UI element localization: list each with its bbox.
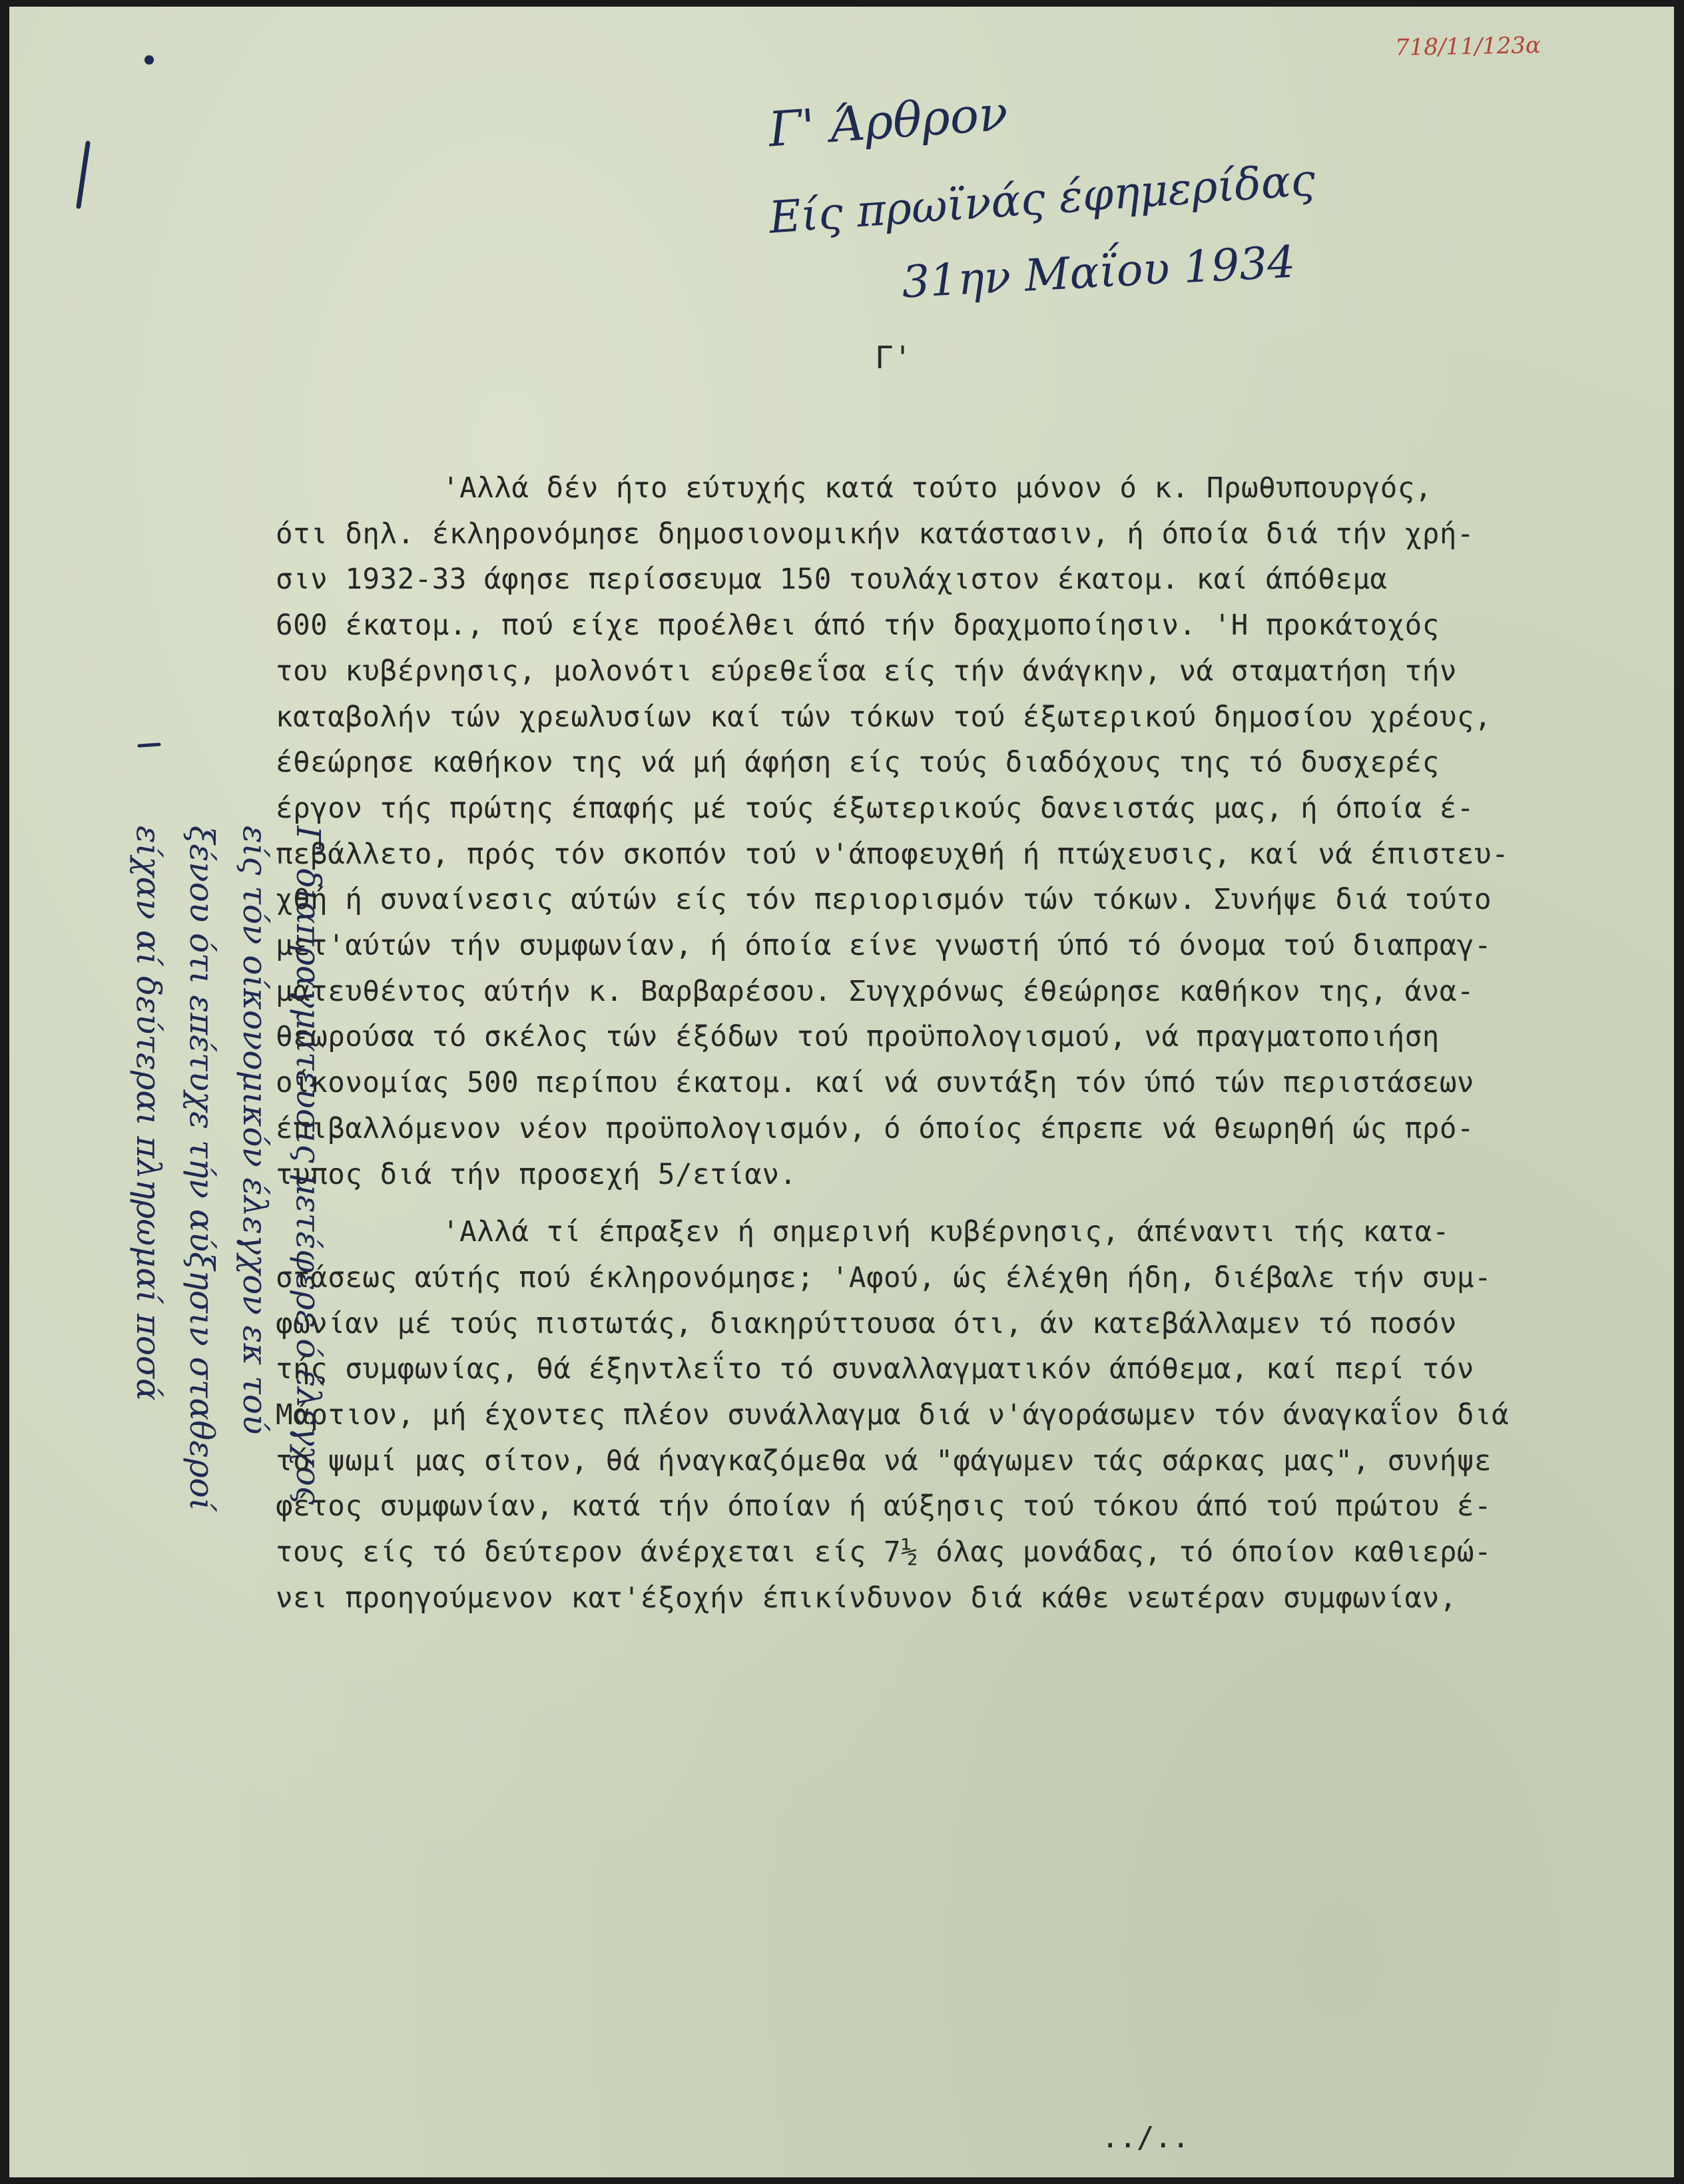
margin-tick-mark-icon: [69, 140, 96, 213]
text-line: νει προηγούμενον κατ'έξοχήν έπικίνδυνον διά κάθε νεωτέραν συμφωνίαν,: [276, 1581, 1457, 1615]
text-line: 'Αλλά τί έπραξεν ή σημερινή κυβέρνησις, άπέναντι τής κατα-: [442, 1216, 1450, 1249]
margin-note-line: είς τόν οίκονομικόν έλεγχον εκ τού: [236, 826, 274, 1435]
text-line: μετ'αύτών τήν συμφωνίαν, ή όποία είνε γνωστή ύπό τό όνομα τού διαπραγ-: [276, 930, 1492, 963]
text-line: χθή ή συναίνεσις αύτών είς τόν περιορισμόν τών τόκων. Συνήψε διά τούτο: [276, 884, 1492, 917]
text-line: οίκονομίας 500 περίπου έκατομ. καί νά συντάξη τόν ύπό τών περιστάσεων: [276, 1067, 1475, 1100]
text-line: φωνίαν μέ τούς πιστωτάς, διακηρύττουσα ότι, άν κατεβάλλαμεν τό ποσόν: [276, 1307, 1457, 1340]
text-line: τής συμφωνίας, θά έξηντλεΐτο τό συναλλαγματικόν άπόθεμα, καί περί τόν: [276, 1353, 1475, 1386]
text-line: θεωρούσα τό σκέλος τών έξόδων τού προϋπολογισμού, νά πραγματοποιήση: [276, 1021, 1440, 1054]
text-line: έπιβαλλόμενον νέον προϋπολογισμόν, ό όποίος έπρεπε νά θεωρηθή ώς πρό-: [276, 1112, 1475, 1145]
section-letter: Γ': [875, 340, 912, 376]
margin-note-line: Γ' διαπραγμάτευσις μετέφερε ό έλεγχος: [289, 826, 328, 1505]
paragraph-1: [276, 466, 1647, 1198]
paragraph-2: [276, 1210, 1647, 1621]
text-line: 'Αλλά δέν ήτο εύτυχής κατά τούτο μόνον ό κ. Πρωθυπουργός,: [442, 472, 1432, 505]
margin-dot-mark-icon: [136, 47, 162, 73]
text-line: τό ψωμί μας σίτον, θά ήναγκαζόμεθα νά "φάγωμεν τάς σάρκας μας", συνήψε: [276, 1444, 1492, 1478]
text-line: φέτος συμφωνίαν, κατά τήν όποίαν ή αύξησις τού τόκου άπό τού πρώτου έ-: [276, 1490, 1492, 1523]
margin-note-line: ξένου ότι επέτυχε τήν αύξησιν σταθεροί: [182, 826, 221, 1511]
text-line: έθεώρησε καθήκον της νά μή άφήση είς τούς διαδόχους της τό δυσχερές: [276, 746, 1440, 780]
text-line: τυπος διά τήν προσεχή 5/ετίαν.: [276, 1158, 797, 1191]
margin-note-line: είχαν αί δεύτεραι πληρωμαί ποσά: [129, 826, 168, 1401]
text-line: του κυβέρνησις, μολονότι εύρεθεΐσα είς τήν άνάγκην, νά σταματήση τήν: [276, 655, 1457, 688]
typed-body-text: [276, 466, 1647, 1622]
margin-dash-mark-icon: [136, 739, 162, 752]
handwritten-heading-newspapers: Είς πρωϊνάς έφημερίδας: [767, 154, 1317, 244]
text-line: πεβάλλετο, πρός τόν σκοπόν τού ν'άποφευχθή ή πτώχευσις, καί νά έπιστευ-: [276, 838, 1510, 871]
text-line: καταβολήν τών χρεωλυσίων καί τών τόκων τού έξωτερικού δημοσίου χρέους,: [276, 700, 1492, 734]
document-page: [9, 7, 1674, 2177]
text-line: στάσεως αύτής πού έκληρονόμησε; 'Αφού, ώς έλέχθη ήδη, διέβαλε τήν συμ-: [276, 1261, 1492, 1294]
text-line: έργον τής πρώτης έπαφής μέ τούς έξωτερικούς δανειστάς μας, ή όποία έ-: [276, 792, 1475, 825]
text-line: τους είς τό δεύτερον άνέρχεται είς 7½ όλας μονάδας, τό όποίον καθιερώ-: [276, 1536, 1492, 1569]
handwritten-heading-date: 31ην Μαΐου 1934: [900, 236, 1297, 308]
text-line: ότι δηλ. έκληρονόμησε δημοσιονομικήν κατάστασιν, ή όποία διά τήν χρή-: [276, 517, 1475, 551]
text-line: Μάρτιον, μή έχοντες πλέον συνάλλαγμα διά ν'άγοράσωμεν τόν άναγκαΐον διά: [276, 1399, 1510, 1432]
continuation-mark: ../..: [1101, 2121, 1190, 2155]
text-line: 600 έκατομ., πού είχε προέλθει άπό τήν δραχμοποίησιν. 'Η προκάτοχός: [276, 609, 1440, 643]
handwritten-heading-article: Γ' Άρθρον: [766, 85, 1010, 158]
text-line: ματευθέντος αύτήν κ. Βαρβαρέσου. Συγχρόνως έθεώρησε καθήκον της, άνα-: [276, 975, 1475, 1008]
text-line: σιν 1932-33 άφησε περίσσευμα 150 τουλάχιστον έκατομ. καί άπόθεμα: [276, 563, 1388, 597]
archive-reference-number: 718/11/123α: [1394, 32, 1542, 61]
